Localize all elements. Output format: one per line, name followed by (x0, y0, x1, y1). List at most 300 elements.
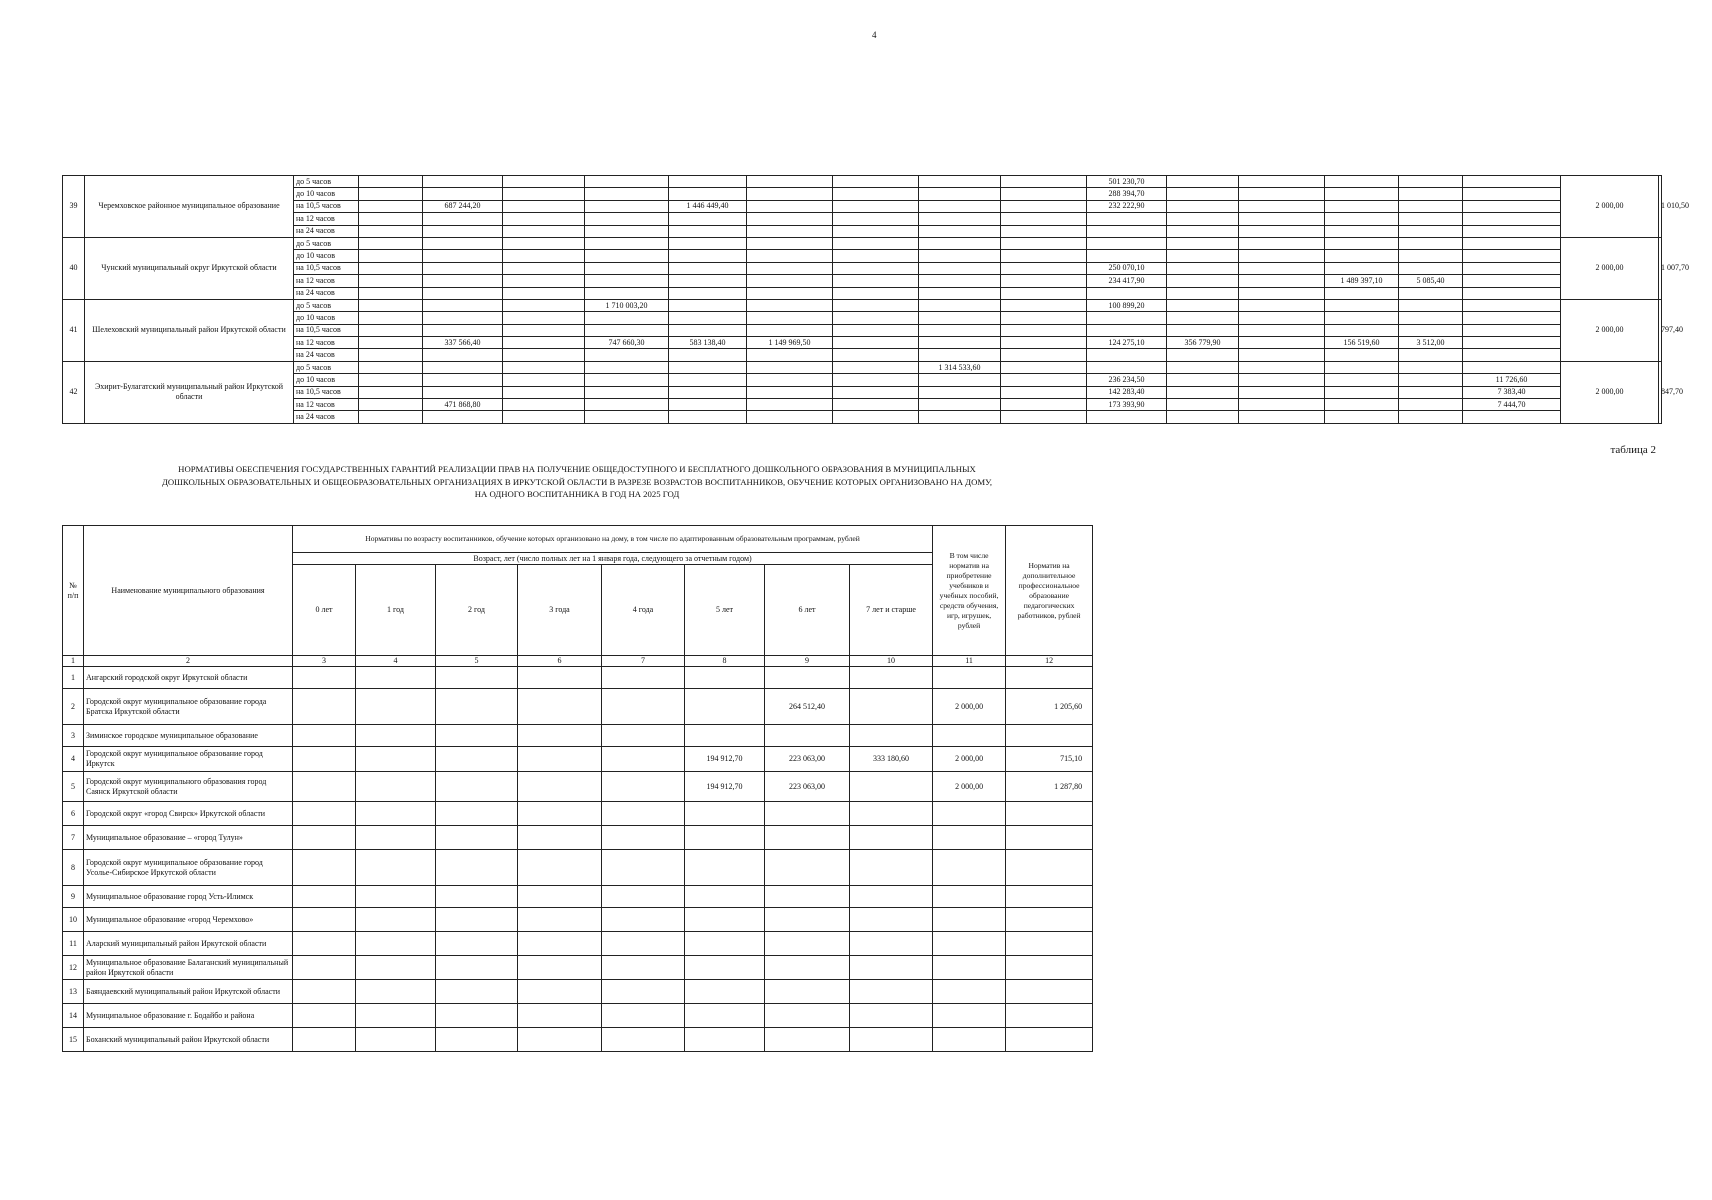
value-cell (1001, 299, 1087, 311)
table-row (63, 287, 1662, 299)
value-cell (669, 386, 747, 398)
value-cell (1399, 250, 1463, 262)
textbooks-norm: 2 000,00 (1561, 299, 1659, 361)
value-cell (833, 176, 919, 188)
value-cell (1239, 399, 1325, 411)
table-row (63, 850, 1093, 886)
period-label: до 10 часов (294, 374, 359, 386)
value-cell (359, 262, 423, 274)
municipality-name: Муниципальное образование город Усть-Илимск (84, 886, 293, 908)
value-cell (423, 411, 503, 423)
value-cell (1239, 188, 1325, 200)
value-cell (833, 250, 919, 262)
textbooks-norm: 2 000,00 (1561, 237, 1659, 299)
value-cell (585, 324, 669, 336)
table-row (63, 213, 1662, 225)
table-row (63, 225, 1662, 237)
value-cell (585, 237, 669, 249)
value-cell (919, 337, 1001, 349)
value-cell (850, 826, 933, 850)
period-label: до 5 часов (294, 237, 359, 249)
value-cell (933, 1028, 1006, 1052)
value-cell (850, 802, 933, 826)
title-line: НОРМАТИВЫ ОБЕСПЕЧЕНИЯ ГОСУДАРСТВЕННЫХ ГАРАНТИЙ РЕАЛИЗАЦИИ ПРАВ НА ПОЛУЧЕНИЕ ОБЩЕДОСТУПНОГО И БЕСПЛАТНОГО ДОШКОЛЬНОГО ОБРАЗОВАНИЯ В МУНИЦИПАЛЬНЫХ (178, 464, 976, 474)
value-cell (585, 262, 669, 274)
value-cell (1167, 237, 1239, 249)
value-cell (1006, 932, 1093, 956)
value-cell (503, 349, 585, 361)
value-cell: 471 868,80 (423, 399, 503, 411)
value-cell (293, 689, 356, 725)
value-cell: 194 912,70 (685, 772, 765, 802)
value-cell (1325, 262, 1399, 274)
value-cell (423, 299, 503, 311)
value-cell (436, 689, 518, 725)
table-row (63, 386, 1662, 398)
value-cell (436, 956, 518, 980)
textbooks-norm: 2 000,00 (1561, 176, 1659, 238)
value-cell (919, 324, 1001, 336)
value-cell (765, 667, 850, 689)
value-cell (747, 176, 833, 188)
value-cell (1325, 411, 1399, 423)
value-cell (359, 349, 423, 361)
value-cell: 687 244,20 (423, 200, 503, 212)
value-cell (293, 802, 356, 826)
value-cell: 100 899,20 (1087, 299, 1167, 311)
value-cell (1006, 886, 1093, 908)
value-cell (436, 886, 518, 908)
value-cell (585, 374, 669, 386)
municipality-name: Ангарский городской округ Иркутской области (84, 667, 293, 689)
value-cell (669, 299, 747, 311)
value-cell (669, 213, 747, 225)
column-number: 1 (63, 656, 84, 667)
value-cell (602, 725, 685, 747)
value-cell (1006, 956, 1093, 980)
value-cell (1239, 349, 1325, 361)
table-row (63, 349, 1662, 361)
title-line: ДОШКОЛЬНЫХ ОБРАЗОВАТЕЛЬНЫХ И ОБЩЕОБРАЗОВАТЕЛЬНЫХ ОРГАНИЗАЦИЯХ В ИРКУТСКОЙ ОБЛАСТИ В РАЗРЕЗЕ ВОЗРАСТОВ ВОСПИТАННИКОВ, ОБУЧЕНИЕ КОТОРЫХ ОРГАНИЗОВАНО НА ДОМУ, (161, 476, 993, 487)
value-cell (359, 188, 423, 200)
value-cell (293, 850, 356, 886)
value-cell (919, 200, 1001, 212)
value-cell (1167, 275, 1239, 287)
value-cell (1399, 200, 1463, 212)
value-cell (1239, 287, 1325, 299)
value-cell (1087, 225, 1167, 237)
value-cell (503, 250, 585, 262)
value-cell (518, 747, 602, 772)
value-cell (423, 176, 503, 188)
value-cell (436, 826, 518, 850)
value-cell (919, 213, 1001, 225)
value-cell (1006, 1028, 1093, 1052)
value-cell (503, 200, 585, 212)
value-cell (765, 886, 850, 908)
value-cell (1239, 374, 1325, 386)
title-line: НА ОДНОГО ВОСПИТАННИКА В ГОД НА 2025 ГОД (474, 489, 680, 499)
value-cell (436, 980, 518, 1004)
value-cell (1087, 237, 1167, 249)
value-cell (356, 725, 436, 747)
value-cell (503, 337, 585, 349)
value-cell (1463, 237, 1561, 249)
value-cell (669, 225, 747, 237)
row-number: 13 (63, 980, 84, 1004)
column-number: 8 (685, 656, 765, 667)
training-norm: 797,40 (1659, 299, 1662, 361)
period-label: на 12 часов (294, 275, 359, 287)
value-cell (518, 826, 602, 850)
value-cell (1001, 312, 1087, 324)
value-cell (503, 213, 585, 225)
row-number: 14 (63, 1004, 84, 1028)
value-cell (423, 262, 503, 274)
value-cell (1001, 386, 1087, 398)
value-cell (436, 772, 518, 802)
value-cell (585, 287, 669, 299)
value-cell (1001, 275, 1087, 287)
value-cell (293, 826, 356, 850)
value-cell (850, 1004, 933, 1028)
value-cell (765, 980, 850, 1004)
value-cell (919, 188, 1001, 200)
period-label: на 12 часов (294, 337, 359, 349)
value-cell (919, 237, 1001, 249)
value-cell (1167, 411, 1239, 423)
value-cell (833, 262, 919, 274)
value-cell (747, 361, 833, 373)
value-cell (359, 250, 423, 262)
row-number: 42 (63, 361, 85, 423)
value-cell (933, 725, 1006, 747)
value-cell (1399, 299, 1463, 311)
value-cell: 1 149 969,50 (747, 337, 833, 349)
value-cell (359, 225, 423, 237)
training-norm: 1 010,50 (1659, 176, 1662, 238)
value-cell: 3 512,00 (1399, 337, 1463, 349)
value-cell: 194 912,70 (685, 747, 765, 772)
value-cell (833, 349, 919, 361)
value-cell (359, 386, 423, 398)
table-row (63, 1004, 1093, 1028)
value-cell (359, 213, 423, 225)
value-cell (1399, 361, 1463, 373)
value-cell (356, 886, 436, 908)
value-cell (356, 1004, 436, 1028)
table-row (63, 275, 1662, 287)
value-cell (850, 886, 933, 908)
period-label: на 12 часов (294, 213, 359, 225)
municipality-name: Черемховское районное муниципальное образование (85, 176, 294, 238)
period-label: до 5 часов (294, 176, 359, 188)
value-cell (356, 956, 436, 980)
table-row (63, 667, 1093, 689)
value-cell (1001, 287, 1087, 299)
value-cell (602, 1028, 685, 1052)
header-age: 2 год (436, 565, 518, 656)
page-number: 4 (872, 30, 877, 40)
header-age: 1 год (356, 565, 436, 656)
value-cell (518, 886, 602, 908)
value-cell (518, 850, 602, 886)
value-cell (1399, 213, 1463, 225)
period-label: на 10,5 часов (294, 386, 359, 398)
value-cell (1239, 225, 1325, 237)
value-cell (585, 213, 669, 225)
value-cell (585, 361, 669, 373)
value-cell (1399, 287, 1463, 299)
value-cell (1006, 826, 1093, 850)
value-cell (359, 399, 423, 411)
value-cell (1001, 374, 1087, 386)
table-row (63, 361, 1662, 373)
value-cell (1001, 337, 1087, 349)
value-cell (1006, 725, 1093, 747)
value-cell (518, 772, 602, 802)
value-cell (602, 826, 685, 850)
value-cell (423, 386, 503, 398)
value-cell (933, 850, 1006, 886)
value-cell (585, 176, 669, 188)
value-cell (293, 725, 356, 747)
value-cell (833, 188, 919, 200)
municipality-name: Городской округ муниципальное образование город Усолье-Сибирское Иркутской области (84, 850, 293, 886)
value-cell (1239, 213, 1325, 225)
value-cell (933, 908, 1006, 932)
value-cell: 7 444,70 (1463, 399, 1561, 411)
value-cell (423, 250, 503, 262)
value-cell (1167, 386, 1239, 398)
value-cell (436, 850, 518, 886)
value-cell (356, 908, 436, 932)
value-cell (1325, 299, 1399, 311)
value-cell: 1 314 533,60 (919, 361, 1001, 373)
value-cell (833, 386, 919, 398)
period-label: до 10 часов (294, 250, 359, 262)
value-cell (356, 802, 436, 826)
row-number: 2 (63, 689, 84, 725)
value-cell (602, 772, 685, 802)
value-cell (669, 250, 747, 262)
value-cell (1001, 262, 1087, 274)
value-cell (765, 1004, 850, 1028)
value-cell: 715,10 (1006, 747, 1093, 772)
table-row (63, 176, 1662, 188)
value-cell (423, 312, 503, 324)
value-cell (1325, 213, 1399, 225)
value-cell (1463, 200, 1561, 212)
table-row (63, 886, 1093, 908)
value-cell: 7 383,40 (1463, 386, 1561, 398)
value-cell (585, 225, 669, 237)
value-cell (359, 176, 423, 188)
value-cell (359, 312, 423, 324)
value-cell (850, 772, 933, 802)
column-number: 2 (84, 656, 293, 667)
table-row (63, 908, 1093, 932)
value-cell (518, 802, 602, 826)
table-row (63, 747, 1093, 772)
value-cell (503, 361, 585, 373)
value-cell: 288 394,70 (1087, 188, 1167, 200)
value-cell (685, 1004, 765, 1028)
value-cell (293, 908, 356, 932)
table-row (63, 250, 1662, 262)
value-cell (747, 250, 833, 262)
value-cell (359, 374, 423, 386)
value-cell (833, 275, 919, 287)
value-cell (585, 399, 669, 411)
municipality-name: Баяндаевский муниципальный район Иркутской области (84, 980, 293, 1004)
value-cell (1399, 386, 1463, 398)
column-number: 6 (518, 656, 602, 667)
value-cell (1001, 213, 1087, 225)
value-cell (747, 275, 833, 287)
value-cell (359, 237, 423, 249)
period-label: до 5 часов (294, 299, 359, 311)
column-number: 5 (436, 656, 518, 667)
period-label: на 10,5 часов (294, 200, 359, 212)
value-cell (518, 1028, 602, 1052)
value-cell (833, 299, 919, 311)
value-cell (1463, 250, 1561, 262)
value-cell (503, 324, 585, 336)
value-cell (293, 1028, 356, 1052)
column-number: 12 (1006, 656, 1093, 667)
value-cell (1001, 324, 1087, 336)
value-cell (356, 826, 436, 850)
value-cell (503, 299, 585, 311)
value-cell (1167, 200, 1239, 212)
value-cell: 236 234,50 (1087, 374, 1167, 386)
value-cell (423, 237, 503, 249)
municipality-name: Городской округ муниципальное образование город Иркутск (84, 747, 293, 772)
value-cell: 250 070,10 (1087, 262, 1167, 274)
value-cell (833, 213, 919, 225)
training-norm: 847,70 (1659, 361, 1662, 423)
value-cell (685, 908, 765, 932)
value-cell: 156 519,60 (1325, 337, 1399, 349)
row-number: 10 (63, 908, 84, 932)
value-cell (1087, 312, 1167, 324)
value-cell (1239, 324, 1325, 336)
value-cell (1001, 225, 1087, 237)
table-row (63, 1028, 1093, 1052)
value-cell (1399, 324, 1463, 336)
value-cell (685, 802, 765, 826)
value-cell (850, 1028, 933, 1052)
value-cell (919, 287, 1001, 299)
column-number: 11 (933, 656, 1006, 667)
value-cell (1325, 324, 1399, 336)
value-cell (293, 747, 356, 772)
value-cell (585, 275, 669, 287)
municipality-name: Эхирит-Булагатский муниципальный район Иркутской области (85, 361, 294, 423)
header-age: 4 года (602, 565, 685, 656)
value-cell (1239, 250, 1325, 262)
value-cell (423, 324, 503, 336)
value-cell (436, 802, 518, 826)
value-cell (1463, 312, 1561, 324)
value-cell (669, 237, 747, 249)
period-label: на 24 часов (294, 287, 359, 299)
value-cell: 5 085,40 (1399, 275, 1463, 287)
period-label: до 10 часов (294, 188, 359, 200)
municipality-name: Муниципальное образование г. Бодайбо и района (84, 1004, 293, 1028)
table-row (63, 237, 1662, 249)
value-cell (1167, 324, 1239, 336)
value-cell (919, 399, 1001, 411)
value-cell (585, 349, 669, 361)
value-cell (503, 262, 585, 274)
value-cell (1239, 337, 1325, 349)
value-cell (747, 399, 833, 411)
value-cell (503, 225, 585, 237)
value-cell (1167, 225, 1239, 237)
value-cell (1167, 349, 1239, 361)
value-cell (1463, 337, 1561, 349)
row-number: 41 (63, 299, 85, 361)
value-cell (833, 312, 919, 324)
value-cell (1239, 237, 1325, 249)
value-cell (669, 312, 747, 324)
table-row (63, 337, 1662, 349)
value-cell (685, 980, 765, 1004)
row-number: 6 (63, 802, 84, 826)
value-cell: 583 138,40 (669, 337, 747, 349)
row-number: 5 (63, 772, 84, 802)
value-cell (1399, 262, 1463, 274)
value-cell (293, 667, 356, 689)
value-cell (1325, 399, 1399, 411)
table-row (63, 689, 1093, 725)
value-cell (518, 689, 602, 725)
value-cell (518, 1004, 602, 1028)
value-cell (669, 176, 747, 188)
value-cell (1006, 908, 1093, 932)
municipality-name: Боханский муниципальный район Иркутской области (84, 1028, 293, 1052)
table-row (63, 374, 1662, 386)
row-number: 1 (63, 667, 84, 689)
value-cell (747, 374, 833, 386)
table-row (63, 262, 1662, 274)
value-cell: 232 222,90 (1087, 200, 1167, 212)
table-row (63, 802, 1093, 826)
value-cell: 173 393,90 (1087, 399, 1167, 411)
row-number: 7 (63, 826, 84, 850)
value-cell (1087, 287, 1167, 299)
value-cell (1167, 299, 1239, 311)
value-cell (1463, 287, 1561, 299)
value-cell (833, 399, 919, 411)
value-cell (1006, 1004, 1093, 1028)
value-cell (602, 908, 685, 932)
value-cell (919, 312, 1001, 324)
value-cell (423, 213, 503, 225)
value-cell (747, 287, 833, 299)
value-cell (585, 386, 669, 398)
value-cell (919, 386, 1001, 398)
value-cell (933, 886, 1006, 908)
header-age: 3 года (518, 565, 602, 656)
value-cell (833, 374, 919, 386)
table-row (63, 956, 1093, 980)
table-row (63, 772, 1093, 802)
period-label: на 12 часов (294, 399, 359, 411)
value-cell (1399, 176, 1463, 188)
